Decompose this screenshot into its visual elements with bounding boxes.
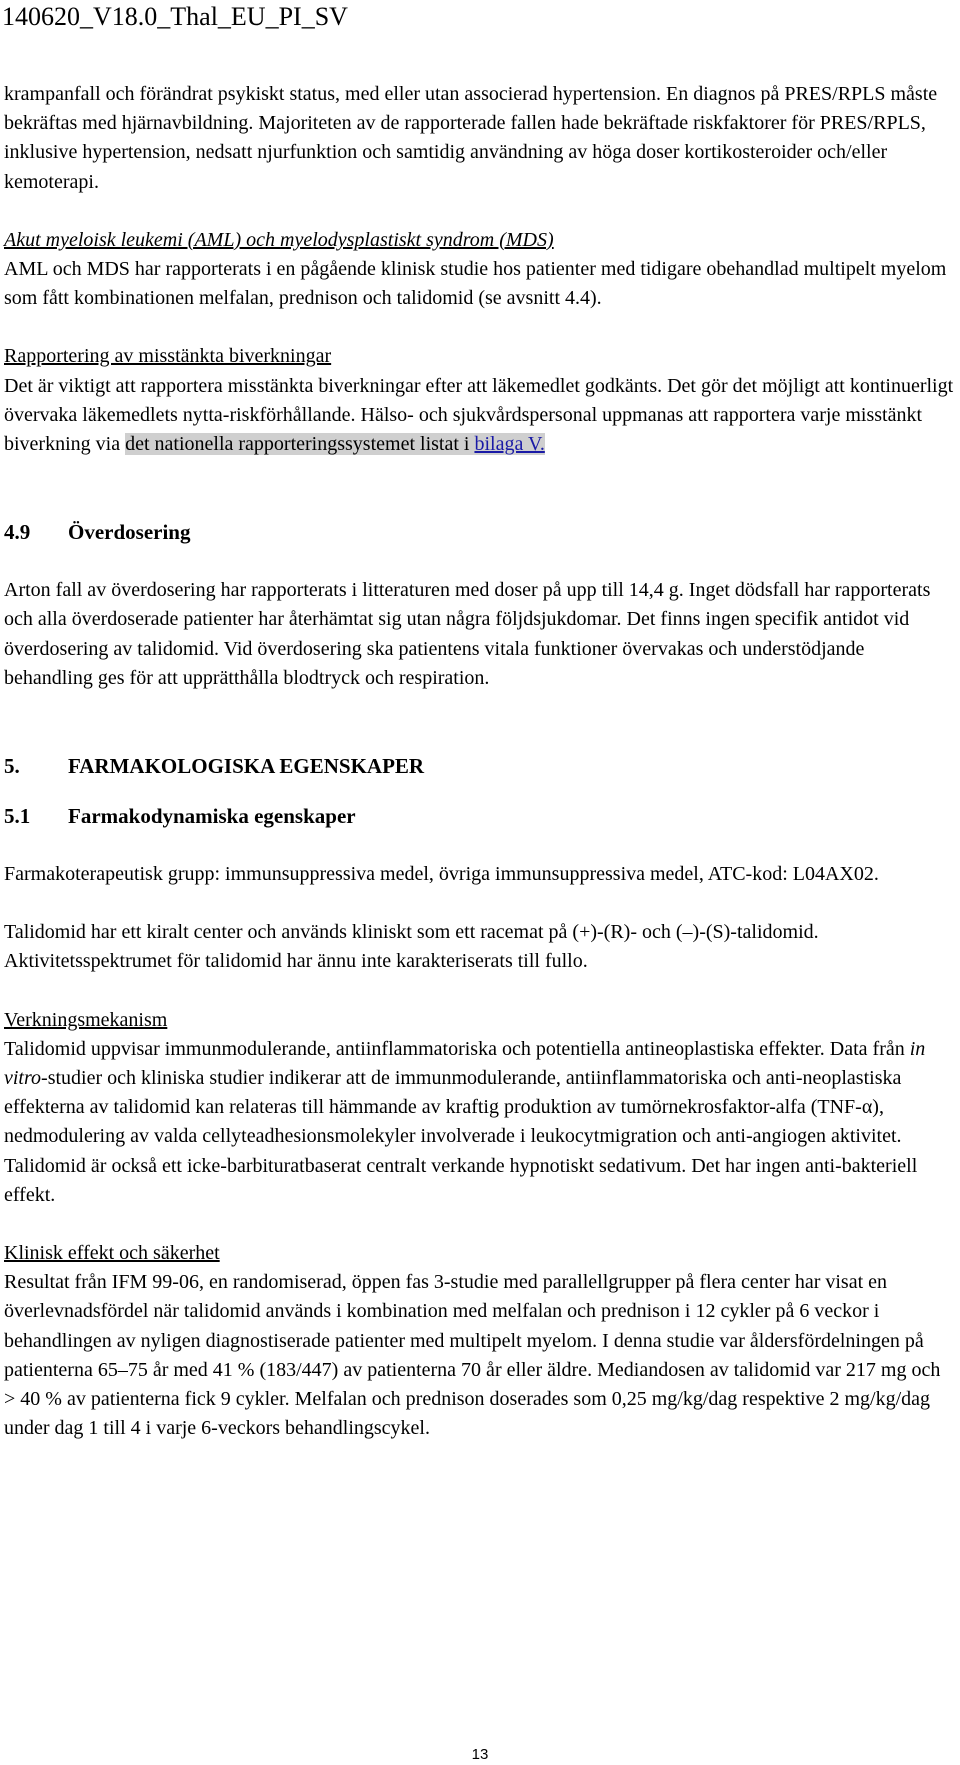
overdose-paragraph	[4, 576, 956, 693]
mechanism-text-2: -studier och kliniska studier indikerar att de immunmodulerande, antiinflammatoriska och anti-neoplastiska effekterna av talidomid kan relateras till hämmande av kraftig produktion av tumörnekrosfaktor-alfa (TNF-α), nedmodulering av valda cellyteadhesionsmolekyler involverade i leukocytmigration och anti-angiogen aktivitet. Talidomid är också ett icke-barbituratbaserat centralt verkande hypnotiskt sedativum. Det har ingen anti-bakteriell effekt.	[4, 1067, 918, 1206]
aml-heading: Akut myeloisk leukemi (AML) och myelodysplastiskt syndrom (MDS)	[4, 228, 554, 251]
pharmacotherapeutic-group	[4, 860, 956, 889]
reporting-highlight-text: det nationella rapporteringssystemet listat i	[125, 433, 475, 456]
bilaga-v-link[interactable]: bilaga V.	[474, 433, 545, 456]
pres-paragraph	[4, 80, 956, 197]
reporting-highlight	[125, 433, 545, 455]
reporting-heading: Rapportering av misstänkta biverkningar	[4, 345, 332, 368]
pres-text: krampanfall och förändrat psykiskt status, med eller utan associerad hypertension. En diagnos på PRES/RPLS måste bekräftas med hjärnavbildning. Majoriteten av de rapporterade fallen hade bekräftade riskfaktorer för PRES/RPLS, inklusive hypertension, nedsatt njurfunktion och samtidig användning av höga doser kortikosteroider och/eller kemoterapi.	[4, 83, 938, 193]
pharmacotherapeutic-group-text: Farmakoterapeutisk grupp: immunsuppressiva medel, övriga immunsuppressiva medel, ATC-kod: L04AX02.	[4, 863, 879, 886]
aml-section	[4, 226, 956, 314]
section-5-1-title: Farmakodynamiska egenskaper	[68, 804, 356, 829]
efficacy-section	[4, 1239, 956, 1443]
mechanism-text	[4, 1035, 956, 1210]
section-4-9-heading	[4, 517, 956, 547]
mechanism-section	[4, 1006, 956, 1210]
reporting-text	[4, 372, 956, 460]
aml-text: AML och MDS har rapporterats i en pågående klinisk studie hos patienter med tidigare obehandlad multipelt myelom som fått kombinationen melfalan, prednison och talidomid (se avsnitt 4.4).	[4, 258, 947, 310]
section-5-heading	[4, 751, 956, 781]
mechanism-italic: in vitro	[4, 1037, 926, 1090]
document-body	[4, 80, 956, 1444]
chiral-paragraph	[4, 918, 956, 976]
page-number: 13	[471, 1746, 489, 1763]
section-4-9-number: 4.9	[4, 520, 31, 545]
section-5-number: 5.	[4, 754, 20, 779]
mechanism-heading: Verkningsmekanism	[4, 1008, 168, 1031]
section-5-1-heading	[4, 801, 956, 831]
overdose-text: Arton fall av överdosering har rapporterats i litteraturen med doser på upp till 14,4 g. Inget dödsfall har rapporterats och alla överdoserade patienter har återhämtat sig utan några följdsjukdomar. Det finns ingen specifik antidot vid överdosering av talidomid. Vid överdosering ska patientens vitala funktioner övervakas och understödjande behandling ges för att upprätthålla blodtryck och respiration.	[4, 579, 931, 689]
chiral-text: Talidomid har ett kiralt center och används kliniskt som ett racemat på (+)-(R)- och (–)-(S)-talidomid. Aktivitetsspektrumet för talidomid har ännu inte karakteriserats till fullo.	[4, 921, 819, 973]
section-5-title: FARMAKOLOGISKA EGENSKAPER	[68, 754, 425, 779]
section-4-9-title: Överdosering	[68, 520, 191, 545]
mechanism-text-1: Talidomid uppvisar immunmodulerande, antiinflammatoriska och potentiella antineoplastiska effekter. Data från	[4, 1037, 910, 1060]
efficacy-text: Resultat från IFM 99-06, en randomiserad, öppen fas 3-studie med parallellgrupper på flera center har visat en överlevnadsfördel när talidomid används i kombination med melfalan och prednison i 12 cykler på 6 veckor i behandlingen av nyligen diagnostiserade patienter med multipelt myelom. I denna studie var åldersfördelningen på patienterna 65–75 år med 41 % (183/447) av patienterna 70 år eller äldre. Mediandosen av talidomid var 217 mg och > 40 % av patienterna fick 9 cykler. Melfalan och prednison doserades som 0,25 mg/kg/dag respektive 2 mg/kg/dag under dag 1 till 4 i varje 6-veckors behandlingscykel.	[4, 1271, 941, 1440]
reporting-section	[4, 342, 956, 459]
section-5-1-number: 5.1	[4, 804, 31, 829]
reporting-body: Det är viktigt att rapportera misstänkta biverkningar efter att läkemedlet godkänts. Det gör det möjligt att kontinuerligt övervaka läkemedlets nytta-riskförhållande. Hälso- och sjukvårdspersonal uppmanas att rapportera varje misstänkt biverkning via	[4, 374, 954, 456]
document-id-header: 140620_V18.0_Thal_EU_PI_SV	[2, 2, 348, 31]
efficacy-heading: Klinisk effekt och säkerhet	[4, 1242, 220, 1265]
